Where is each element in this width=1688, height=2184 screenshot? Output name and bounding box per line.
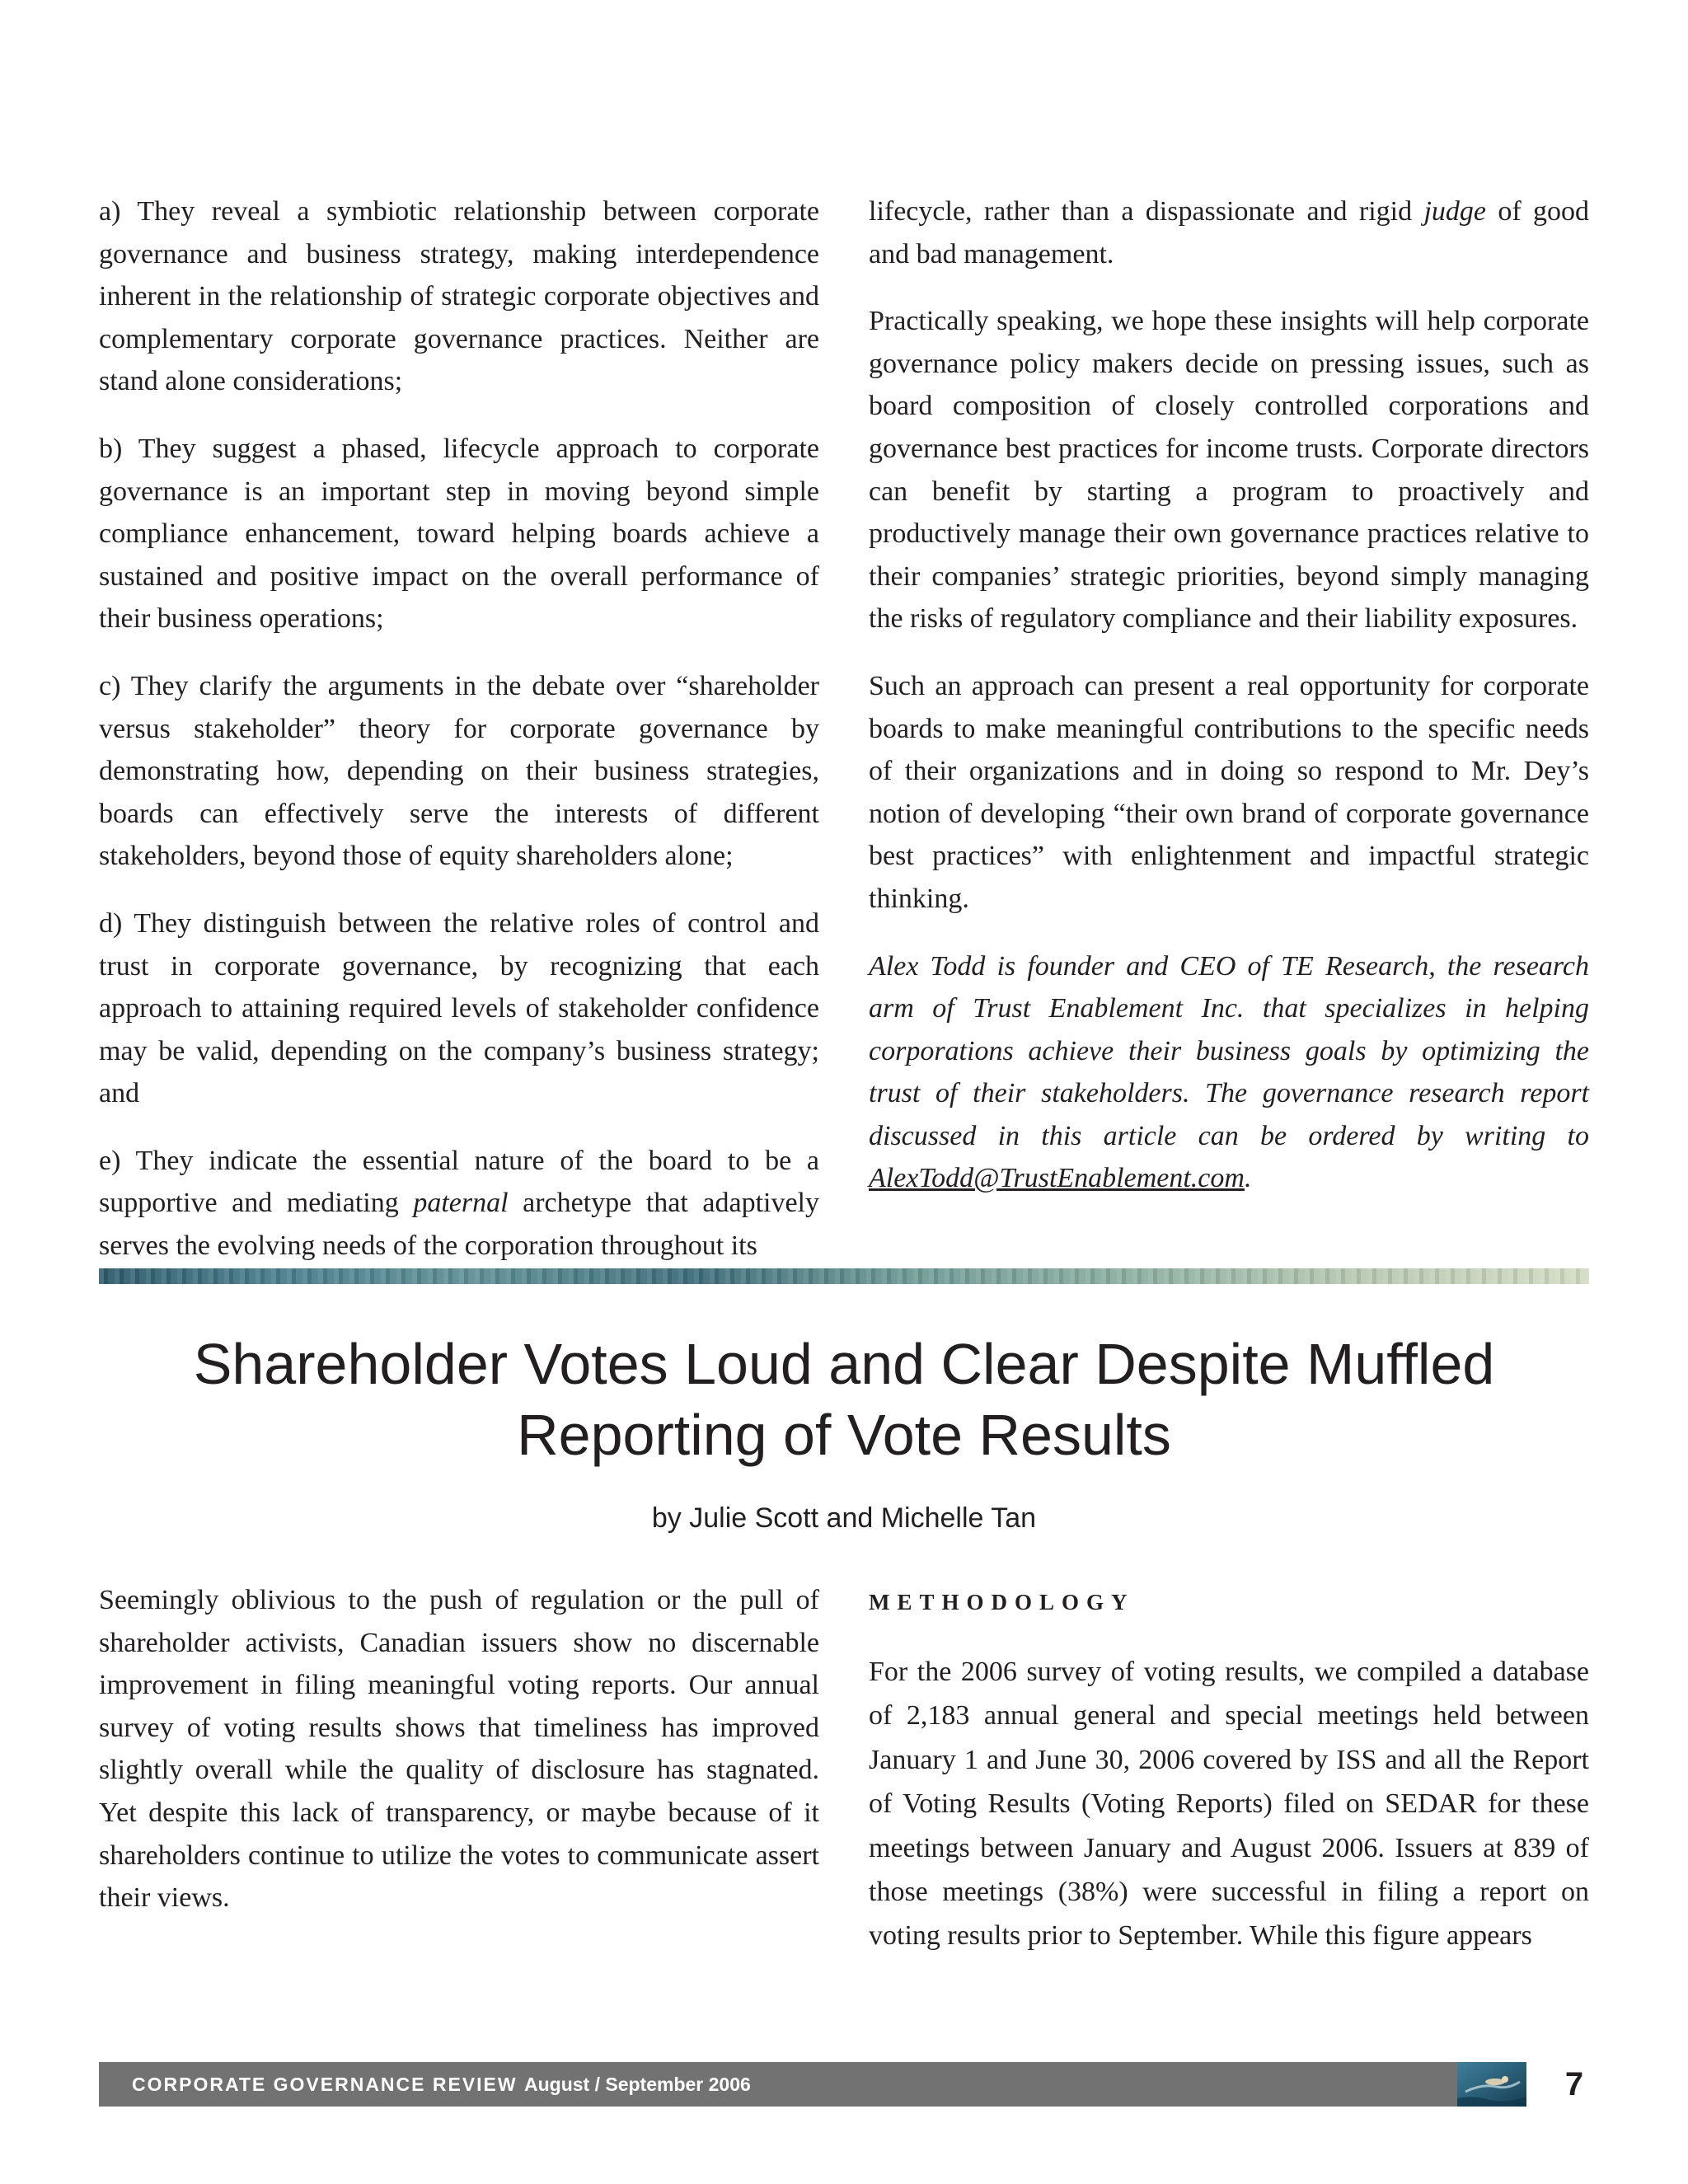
footer-publication xyxy=(132,2062,751,2107)
finding-d-paragraph: d) They distinguish between the relative roles of control and trust in corporate governance, by recognizing that each approach to attaining required levels of stakeholder confidence may be valid, depending on the company’s business strategy; and xyxy=(99,907,819,1109)
author-email-link[interactable]: AlexTodd@TrustEnablement.com xyxy=(869,1163,1245,1194)
finding-a-paragraph: a) They reveal a symbiotic relationship between corporate governance and business strategy, making interdependence inherent in the relationship of strategic corporate objectives and complementary corporate governance practices. Neither are stand alone considerations; xyxy=(99,196,819,397)
continued-article-right-column xyxy=(869,190,1589,1225)
headline-line-2: Reporting of Vote Results xyxy=(517,1403,1171,1467)
headline-line-1: Shareholder Votes Loud and Clear Despite Muffled xyxy=(193,1332,1495,1396)
footer-swimmer-image xyxy=(1457,2062,1526,2107)
page-number: 7 xyxy=(1564,2066,1584,2102)
decorative-divider-band xyxy=(99,1268,1589,1284)
page-footer-bar xyxy=(99,2062,1526,2107)
article-headline xyxy=(99,1329,1589,1470)
finding-e-emphasis: paternal xyxy=(413,1188,509,1219)
author-bio-period: . xyxy=(1244,1163,1252,1194)
lifecycle-text-end: of good and bad management. xyxy=(869,196,1589,269)
finding-e-text-start: e) They indicate the essential nature of the board to be a supportive and mediating xyxy=(99,1145,819,1219)
intro-paragraph: Seemingly oblivious to the push of regulation or the pull of shareholder activists, Canadian issuers show no discernable improvement in filing meaningful voting reports. Our annual survey of voting results shows that timeliness has improved slightly overall while the quality of disclosure has stagnated. Yet despite this lack of transparency, or maybe because of it shareholders continue to utilize the votes to communicate assert their views. xyxy=(99,1585,819,1914)
new-article-right-column xyxy=(869,1579,1589,1983)
lifecycle-text-start: lifecycle, rather than a dispassionate and rigid xyxy=(869,196,1424,227)
opportunity-paragraph: Such an approach can present a real opportunity for corporate boards to make meaningful contributions to the specific needs of their organizations and in doing so respond to Mr. Dey’s notion of developing “their own brand of corporate governance best practices” with enlightenment and impactful strategic thinking. xyxy=(869,670,1589,914)
lifecycle-emphasis: judge xyxy=(1423,196,1486,227)
practical-insights-paragraph: Practically speaking, we hope these insights will help corporate governance policy makers decide on pressing issues, such as board composition of closely controlled corporations and governance best practices for income trusts. Corporate directors can benefit by starting a program to proactively and productively manage their own governance practices relative to their companies’ strategic priorities, beyond simply managing the risks of regulatory compliance and their liability exposures. xyxy=(869,306,1589,635)
publication-name: CORPORATE GOVERNANCE REVIEW xyxy=(132,2074,518,2095)
lifecycle-continuation-paragraph xyxy=(869,190,1589,275)
methodology-heading: METHODOLOGY xyxy=(869,1590,1135,1615)
author-bio xyxy=(869,945,1589,1201)
finding-e-paragraph xyxy=(99,1140,819,1268)
issue-date: August / September 2006 xyxy=(524,2074,751,2095)
author-bio-text: Alex Todd is founder and CEO of TE Research, the research arm of Trust Enablement Inc. that specializes in helping corporations achieve their business goals by optimizing the trust of their stakeholders. The governance research report discussed in this article can be ordered by writing to xyxy=(869,950,1589,1151)
finding-b-paragraph: b) They suggest a phased, lifecycle approach to corporate governance is an important step in moving beyond simple compliance enhancement, toward helping boards achieve a sustained and positive impact on the overall performance of their business operations; xyxy=(99,433,819,635)
finding-c-paragraph: c) They clarify the arguments in the debate over “shareholder versus stakeholder” theory for corporate governance by demonstrating how, depending on their business strategies, boards can effectively serve the interests of different stakeholders, beyond those of equity shareholders alone; xyxy=(99,670,819,872)
continued-article-left-column xyxy=(99,190,819,1292)
new-article-left-column xyxy=(99,1579,819,1944)
article-byline: by Julie Scott and Michelle Tan xyxy=(651,1502,1037,1534)
methodology-paragraph: For the 2006 survey of voting results, we compiled a database of 2,183 annual general and special meetings held between January 1 and June 30, 2006 covered by ISS and all the Report of Voting Results (Voting Reports) filed on SEDAR for these meetings between January and August 2006. Issuers at 839 of those meetings (38%) were successful in filing a report on voting results prior to September. While this figure appears xyxy=(869,1657,1589,1952)
finding-e-text-end: archetype that adaptively serves the evolving needs of the corporation throughout its xyxy=(99,1188,819,1262)
